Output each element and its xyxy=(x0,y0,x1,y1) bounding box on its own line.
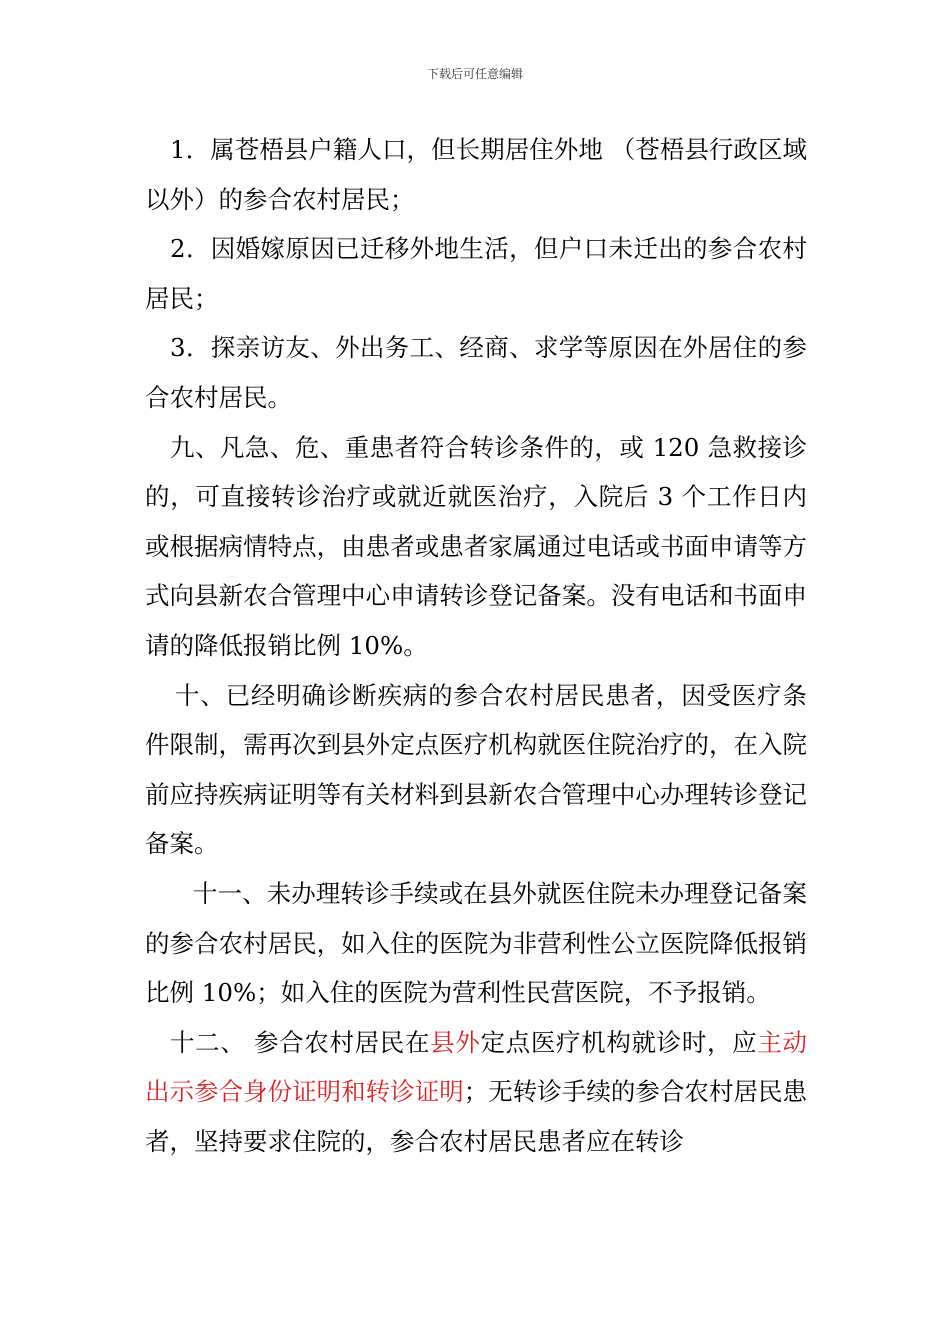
paragraph-section-10: 十、已经明确诊断疾病的参合农村居民患者，因受医疗条件限制，需再次到县外定点医疗机构就医住院治疗的，在入院前应持疾病证明等有关材料到县新农合管理中心办理转诊登记备案。 xyxy=(145,680,807,859)
highlight-show-certificates: 主动出示参合身份证明和转诊证明 xyxy=(145,1027,808,1107)
section-12-text-c: ；无转诊手续的参合农村居民患者，坚持要求住院的，参合农村居民患者应在转诊 xyxy=(145,1077,807,1156)
paragraph-item-3: 3．探亲访友、外出务工、经商、求学等原因在外居住的参合农村居民。 xyxy=(145,333,807,412)
section-12-text-b: 定点医疗机构就诊时，应 xyxy=(480,1027,758,1057)
paragraph-section-9: 九、凡急、危、重患者符合转诊条件的，或 120 急救接诊的，可直接转诊治疗或就近就医治疗，入院后 3 个工作日内或根据病情特点，由患者或患者家属通过电话或书面申请等方式向县新农合管理中心申请转诊登记备案。没有电话和书面申请的降低报销比例 10%。 xyxy=(145,432,807,660)
document-body xyxy=(145,125,807,1166)
paragraph-section-12 xyxy=(145,1018,807,1167)
section-12-text-a: 十二、 参合农村居民在 xyxy=(170,1027,431,1057)
page-header: 下载后可任意编辑 xyxy=(426,67,523,81)
highlight-county-outside: 县外 xyxy=(430,1027,481,1057)
paragraph-item-2: 2．因婚嫁原因已迁移外地生活，但户口未迁出的参合农村居民； xyxy=(145,234,807,313)
paragraph-item-1: 1．属苍梧县户籍人口，但长期居住外地 （苍梧县行政区域以外）的参合农村居民； xyxy=(145,135,807,214)
paragraph-section-11: 十一、未办理转诊手续或在县外就医住院未办理登记备案的参合农村居民，如入住的医院为非营利性公立医院降低报销比例 10%；如入住的医院为营利性民营医院，不予报销。 xyxy=(145,878,807,1008)
